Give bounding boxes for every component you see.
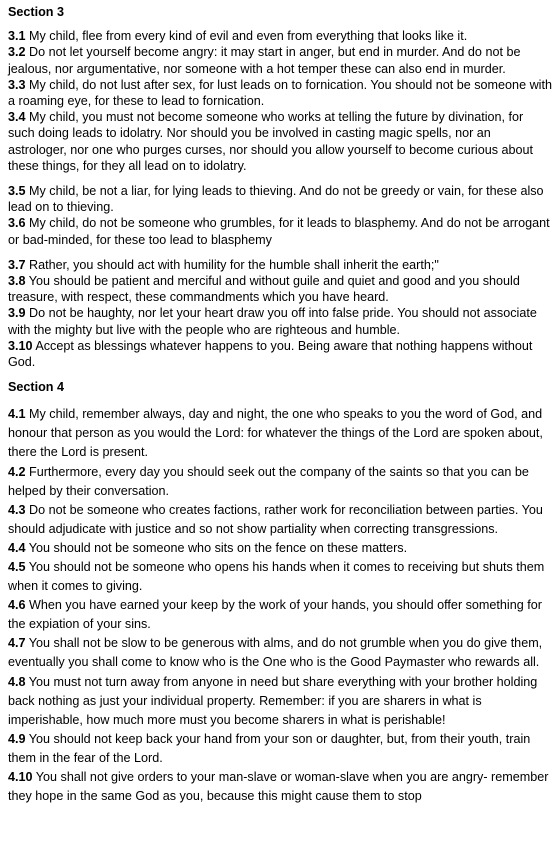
section-3 xyxy=(8,4,552,370)
verse xyxy=(8,463,552,501)
verse xyxy=(8,558,552,596)
verse xyxy=(8,730,552,768)
verse xyxy=(8,673,552,730)
verse-number: 4.9 xyxy=(8,731,26,746)
verse xyxy=(8,501,552,539)
verse xyxy=(8,305,552,337)
verse-text: My child, do not be someone who grumbles, for it leads to blasphemy. And do not be arrogant or bad-minded, for these too lead to blasphemy xyxy=(8,216,550,247)
verse xyxy=(8,77,552,109)
verse xyxy=(8,257,552,273)
verse-text: Rather, you should act with humility for the humble shall inherit the earth;" xyxy=(25,257,439,272)
verse-text: Accept as blessings whatever happens to you. Being aware that nothing happens without God. xyxy=(8,338,533,370)
verse-number: 4.7 xyxy=(8,636,26,651)
verse-text: Do not let yourself become angry: it may start in anger, but end in murder. And do not be jealous, nor argumentative, nor someone with a hot temper these can also end in murder. xyxy=(8,45,521,76)
paragraph-gap xyxy=(8,174,552,183)
section-heading: Section 3 xyxy=(8,5,64,19)
verse-number: 3.7 xyxy=(8,257,26,272)
verse-text: Do not be haughty, nor let your heart draw you off into false pride. You should not associate with the mighty but live with the people who are righteous and humble. xyxy=(8,306,537,337)
verse-number: 4.3 xyxy=(8,502,26,517)
verse-text: My child, be not a liar, for lying leads to thieving. And do not be greedy or vain, for these also lead on to thieving. xyxy=(8,184,544,215)
verse-number: 3.8 xyxy=(8,274,26,289)
verse xyxy=(8,634,552,672)
verse-text: My child, flee from every kind of evil and even from everything that looks like it. xyxy=(25,29,468,44)
verse-number: 4.4 xyxy=(8,540,26,555)
verse-number: 4.10 xyxy=(8,770,33,785)
verse-number: 3.2 xyxy=(8,45,26,60)
verse-number: 3.5 xyxy=(8,184,26,199)
verse-number: 3.10 xyxy=(8,338,33,353)
verse-number: 4.8 xyxy=(8,674,26,689)
verse xyxy=(8,109,552,174)
verse xyxy=(8,44,552,76)
verse-number: 4.5 xyxy=(8,560,26,575)
verse xyxy=(8,596,552,634)
verse-number: 3.6 xyxy=(8,216,26,231)
verse-number: 3.4 xyxy=(8,110,26,125)
verse-number: 3.3 xyxy=(8,77,26,92)
verse xyxy=(8,539,552,558)
verse xyxy=(8,405,552,462)
verse-number: 3.9 xyxy=(8,306,26,321)
verse-text: My child, remember always, day and night, the one who speaks to you the word of God, and honour that person as you would the Lord: for whatever the things of the Lord are spoken about, there the Lord is present. xyxy=(8,407,543,460)
verse-text: My child, you must not become someone who works at telling the future by divination, for such doing leads to idolatry. Nor should you be involved in casting magic spells, nor an astrologer, nor one who purges curses, nor should you allow yourself to become curious about these things, for they all lead on to idolatry. xyxy=(8,110,534,173)
verse-number: 4.6 xyxy=(8,598,26,613)
section-4 xyxy=(8,379,552,806)
verse-text: You must not turn away from anyone in need but share everything with your brother holding back nothing as just your individual property. Remember: if you are sharers in what is imperishable, how much more must you become sharers in what is perishable! xyxy=(8,674,538,727)
paragraph-gap xyxy=(8,248,552,257)
verse xyxy=(8,273,552,305)
verse-text: You should be patient and merciful and without guile and quiet and good and you should treasure, with respect, these commandments which you have heard. xyxy=(8,274,520,305)
verse-number: 4.1 xyxy=(8,407,26,422)
verse-text: You shall not be slow to be generous with alms, and do not grumble when you do give them, eventually you shall come to know who is the One who is the Good Paymaster who rewards all. xyxy=(8,636,543,670)
verse-text: You should not be someone who sits on the fence on these matters. xyxy=(25,540,408,555)
verse xyxy=(8,183,552,215)
verse-text: Furthermore, every day you should seek out the company of the saints so that you can be helped by their conversation. xyxy=(8,464,529,498)
verse xyxy=(8,215,552,247)
verse xyxy=(8,768,552,806)
verse-number: 4.2 xyxy=(8,464,26,479)
section-heading: Section 4 xyxy=(8,380,64,395)
verse-number: 3.1 xyxy=(8,29,26,44)
verse xyxy=(8,338,552,370)
verse-text: You shall not give orders to your man-slave or woman-slave when you are angry- remember they hope in the same God as you, because this might cause them to stop xyxy=(8,770,549,804)
verse-text: When you have earned your keep by the work of your hands, you should offer something for the expiation of your sins. xyxy=(8,598,542,632)
verse-text: You should not be someone who opens his hands when it comes to receiving but shuts them when it comes to giving. xyxy=(8,560,545,594)
verse xyxy=(8,28,552,44)
verse-text: You should not keep back your hand from your son or daughter, but, from their youth, train them in the fear of the Lord. xyxy=(8,731,531,765)
verse-text: My child, do not lust after sex, for lust leads on to fornication. You should not be someone with a roaming eye, for these to lead to fornication. xyxy=(8,77,552,109)
verse-text: Do not be someone who creates factions, rather work for reconciliation between parties. You should adjudicate with justice and so not show partiality when correcting transgressions. xyxy=(8,502,543,536)
